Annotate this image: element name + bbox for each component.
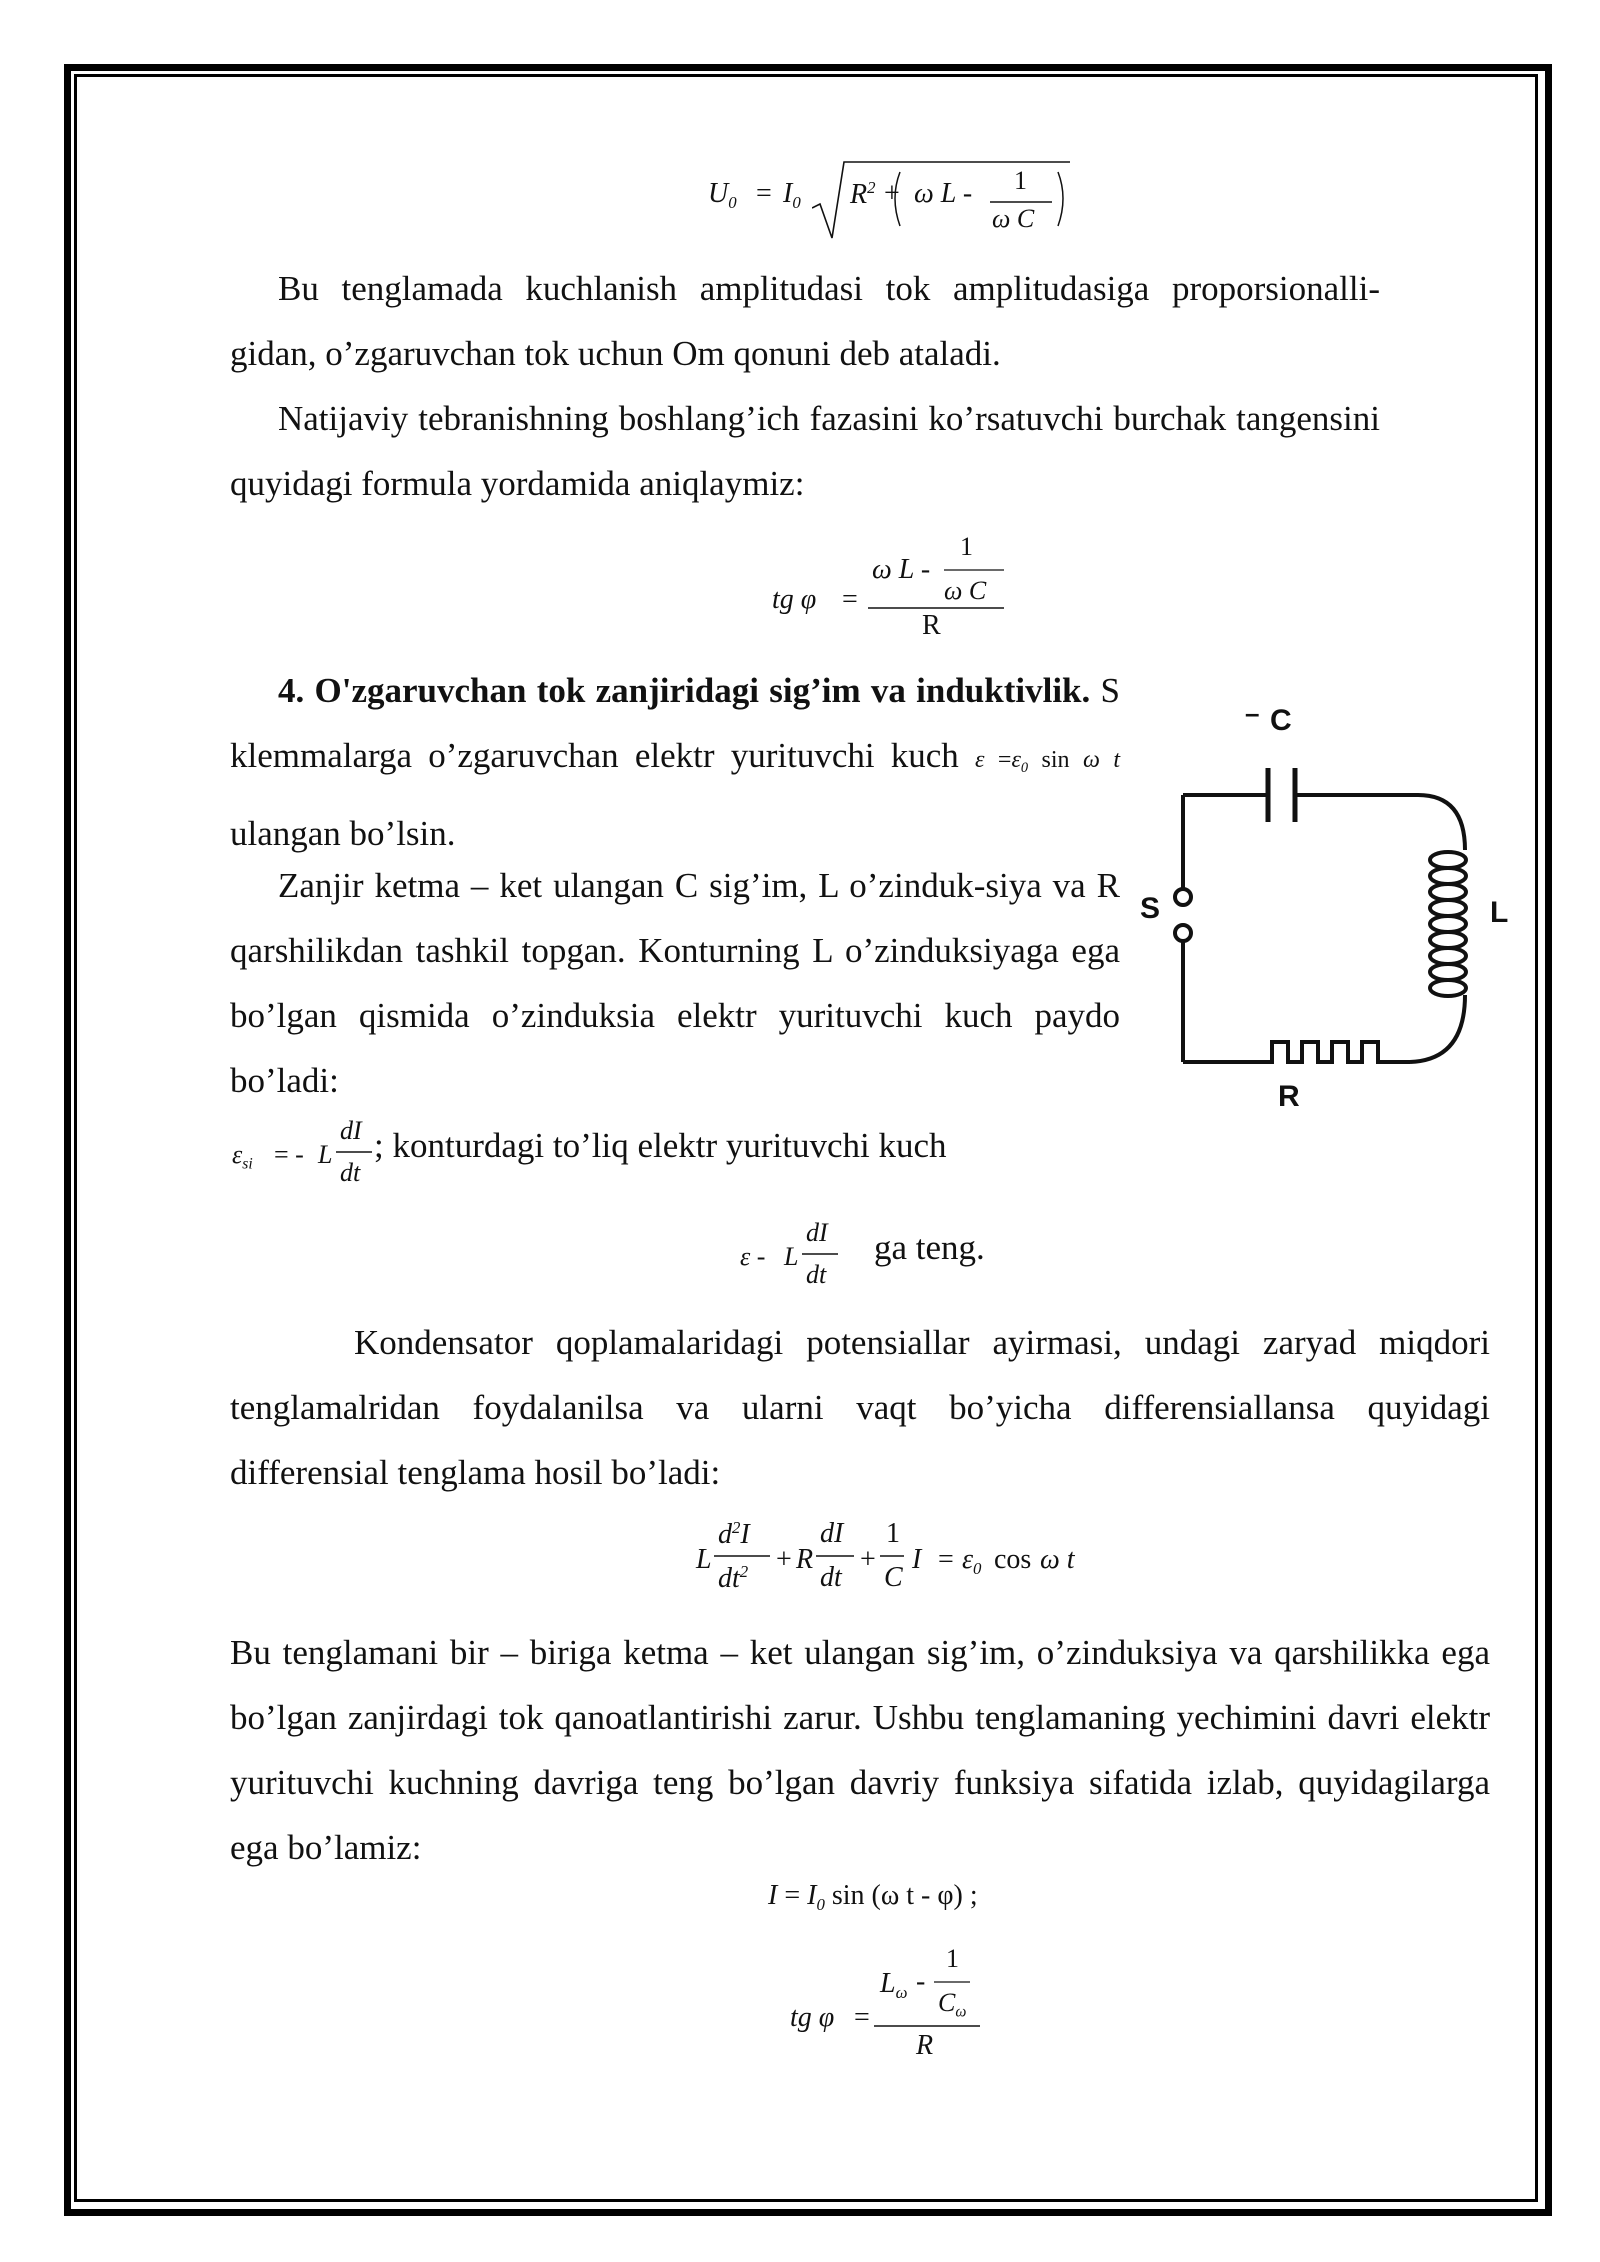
terminal-bottom (1175, 925, 1191, 941)
label-r: R (1278, 1080, 1300, 1113)
fraction-lines-2 (790, 1944, 1010, 2084)
formula-total-emf: ε - L dI dt ga teng. (740, 1218, 985, 1289)
label-c-mark: – (1245, 700, 1260, 728)
formula-differential-equation: L $d^2I$ $dt^2$ + R dI dt + 1 C I = $\varepsilon_0$ cos ω t (696, 1518, 1075, 1595)
paragraph-phase-angle: Natijaviy tebranishning boshlang’ich fazasini ko’rsatuvchi burchak tangensini quyidagi formula yordamida aniqlaymiz: (230, 399, 1380, 503)
label-l: L (1490, 896, 1509, 929)
label-c: C (1270, 704, 1292, 737)
formula-tangent-phase: tg φ = ω L - 1 ω C R (772, 528, 1012, 648)
paragraph-capacitor: Kondensator qoplamalaridagi potensiallar ayirmasi, undagi zaryad miqdori tenglamalridan foydalanilsa va ularni vaqt bo’yicha differensiallansa quyidagi differensial tenglama hosil bo’ladi: (230, 1323, 1490, 1492)
paragraph-ohm-law: Bu tenglamada kuchlanish amplitudasi tok amplitudasiga proporsionalli-gidan, o’zgaruvchan tok uchun Om qonuni deb ataladi. (230, 269, 1380, 373)
formula-tangent-phase-2: tg φ = $L_\omega$ - 1 $C_\omega$ R (790, 1944, 1010, 2084)
inductor-coil (1430, 852, 1466, 996)
formula-self-induction-emf: $\varepsilon_{si}$ = - L dI dt ; konturdagi to’liq elektr yurituvchi kuch (232, 1116, 947, 1187)
terminal-top (1175, 889, 1191, 905)
paragraph-solution: Bu tenglamani bir – biriga ketma – ket ulangan sig’im, o’zinduksiya va qarshilikka ega bo’lgan zanjirdagi tok qanoatlantirishi zarur. Ushbu tenglamaning yechimini davri elektr yurituvchi kuchning davriga teng bo’lgan davriy funksiya sifatida izlab, quyidagilarga ega bo’lamiz: (230, 1633, 1490, 1867)
label-s: S (1140, 892, 1161, 925)
section-heading: 4. O'zgaruvchan tok zanjiridagi sig’im va induktivlik. (278, 671, 1091, 710)
resistor-symbol (1183, 1042, 1410, 1062)
formula-emf-inline: $\varepsilon =\varepsilon_0$ sin ω t (974, 747, 1121, 777)
paragraph-circuit-description: Zanjir ketma – ket ulangan C sig’im, L o’zinduk-siya va R qarshilikdan tashkil topgan. Konturning L o’zinduksiyaga ega bo’lgan qismida o’zinduksia elektr yurituvchi kuch paydo bo’ladi: (230, 866, 1120, 1100)
rlc-circuit-diagram (1130, 700, 1520, 1120)
formula-current-solution: $I = I_0$ sin (ω t - φ) ; (768, 1880, 978, 1914)
section-4-intro: 4. O'zgaruvchan tok zanjiridagi sig’im va induktivlik. S klemmalarga o’zgaruvchan elektr yurituvchi kuch $\varepsilon =\varepsilon_0$ sin ω t ulangan bo’lsin. (230, 671, 1121, 854)
fraction-lines (772, 528, 1012, 648)
formula-ohm-law-amplitude: $U_0$ = $I_0$ $R^2$ + ω L - 1 ω C (708, 152, 1068, 242)
